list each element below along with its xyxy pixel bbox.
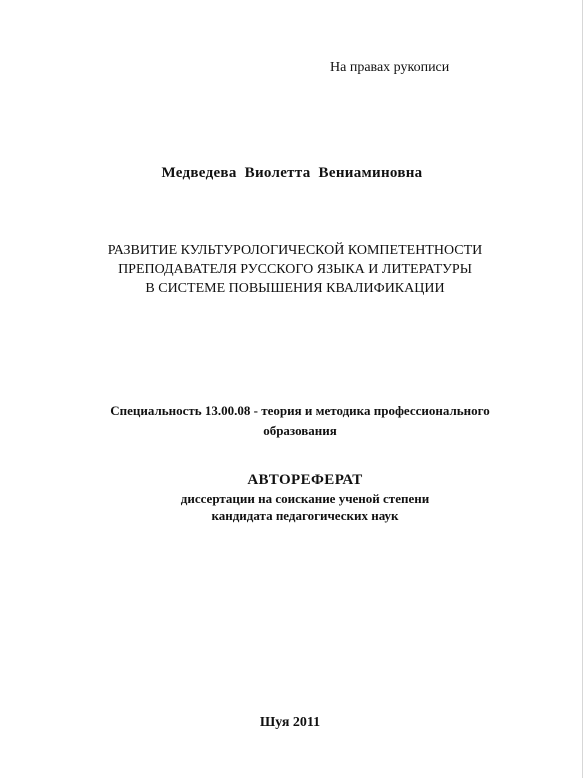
specialty: [60, 401, 540, 441]
dissertation-title: [40, 241, 550, 298]
specialty-line-1: Специальность 13.00.08 - теория и методика профессионального: [110, 403, 490, 418]
title-line-2: ПРЕПОДАВАТЕЛЯ РУССКОГО ЯЗЫКА И ЛИТЕРАТУРЫ: [118, 262, 472, 277]
specialty-line-2: образования: [263, 423, 337, 438]
abstract-line-2: кандидата педагогических наук: [211, 508, 399, 523]
abstract-description: [25, 490, 583, 524]
title-line-1: РАЗВИТИЕ КУЛЬТУРОЛОГИЧЕСКОЙ КОМПЕТЕНТНОСТИ: [107, 243, 483, 258]
abstract-line-1: диссертации на соискание ученой степени: [180, 491, 430, 506]
rights-note: На правах рукописи: [330, 60, 450, 75]
place-year: Шуя 2011: [259, 715, 321, 730]
author-name: Медведева Виолетта Вениаминовна: [161, 165, 423, 181]
abstract-heading: АВТОРЕФЕРАТ: [247, 472, 363, 488]
title-line-3: В СИСТЕМЕ ПОВЫШЕНИЯ КВАЛИФИКАЦИИ: [145, 281, 445, 296]
